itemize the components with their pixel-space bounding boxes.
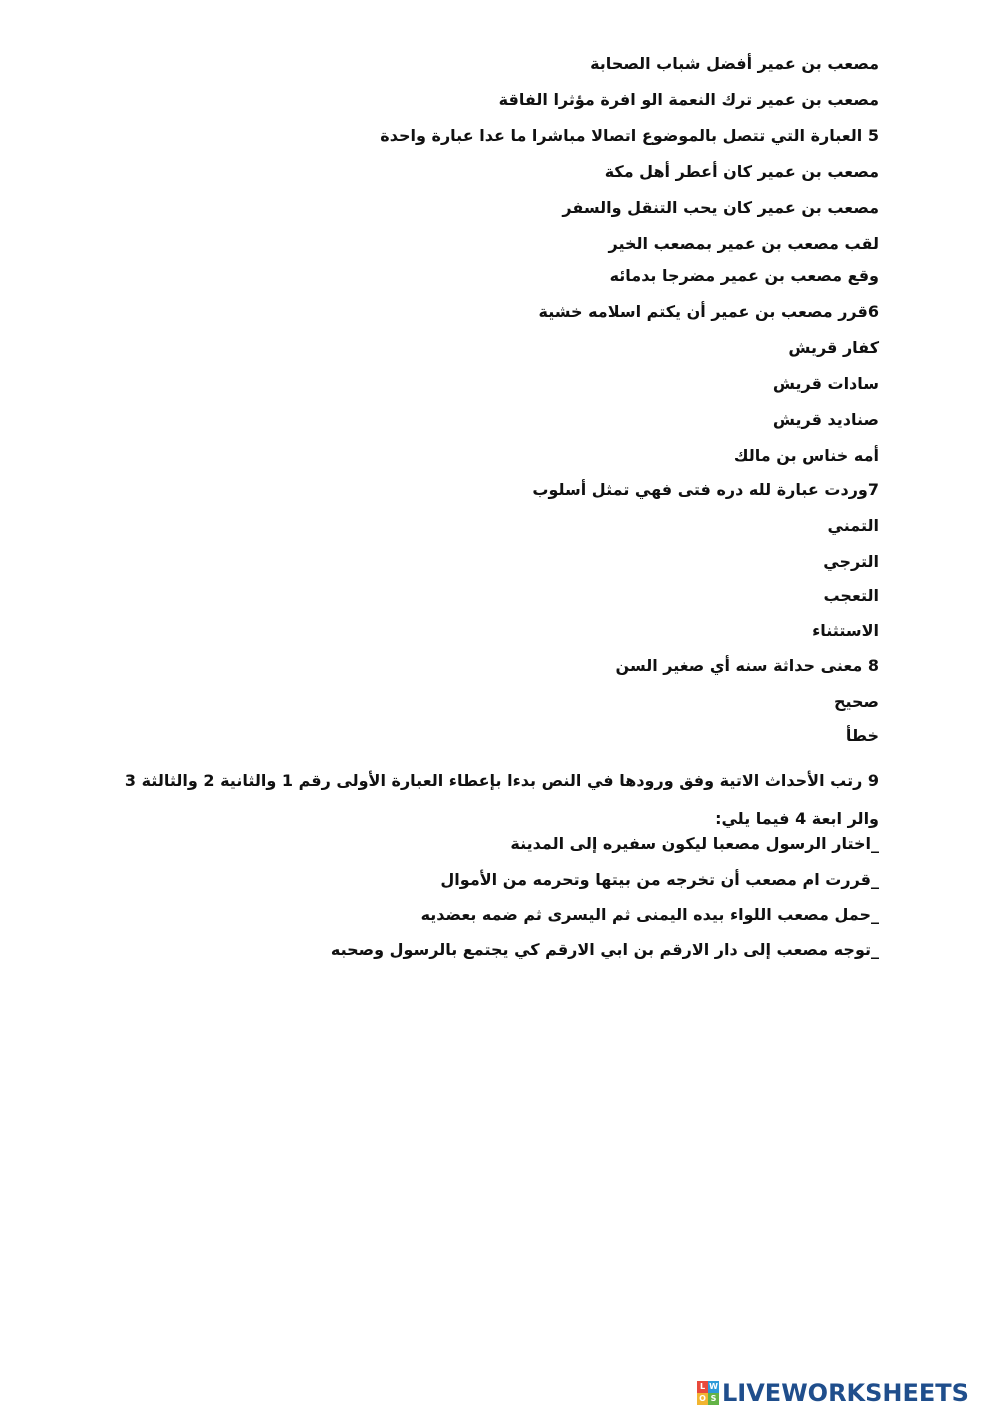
option-line: أمه خناس بن مالك [733, 446, 879, 465]
statement-line: مصعب بن عمير ترك النعمة الو افرة مؤثرا الفاقة [498, 90, 879, 109]
ordering-item: _قررت ام مصعب أن تخرجه من بيتها وتحرمه من الأموال [440, 870, 879, 889]
option-line: صناديد قريش [772, 410, 879, 429]
liveworksheets-logo-text: LIVEWORKSHEETS [722, 1379, 969, 1407]
liveworksheets-logo-mark: L W O S [697, 1381, 719, 1405]
question-5-title: 5 العبارة التي تتصل بالموضوع اتصالا مباشرا ما عدا عبارة واحدة [380, 126, 879, 145]
option-line: الاستثناء [812, 621, 879, 640]
option-line: سادات قريش [772, 374, 879, 393]
question-9-title: 9 رتب الأحداث الاتية وفق ورودها في النص بدءا بإعطاء العبارة الأولى رقم 1 والثانية 2 والثالثة 3 والر ابعة 4 فيما يلي: [124, 771, 879, 828]
ordering-item: _اختار الرسول مصعبا ليكون سفيره إلى المدينة [510, 834, 879, 853]
option-line: وقع مصعب بن عمير مضرجا بدمائه [609, 266, 879, 285]
option-line: كفار قريش [788, 338, 879, 357]
option-true: صحيح [833, 692, 879, 711]
question-8-title: 8 معنى حداثة سنه أي صغير السن [615, 656, 879, 675]
ordering-item: _توجه مصعب إلى دار الارقم بن ابي الارقم كي يجتمع بالرسول وصحبه [330, 940, 879, 959]
option-line: مصعب بن عمير كان يحب التنقل والسفر [562, 198, 879, 217]
option-line: لقب مصعب بن عمير بمصعب الخير [608, 234, 879, 253]
ordering-item: _حمل مصعب اللواء بيده اليمنى ثم اليسرى ثم ضمه بعضديه [420, 905, 879, 924]
liveworksheets-logo [697, 1378, 969, 1408]
statement-line: مصعب بن عمير أفضل شباب الصحابة [590, 54, 879, 73]
option-line: التمني [827, 516, 879, 535]
option-line: التعجب [823, 586, 879, 605]
option-false: خطأ [845, 726, 879, 745]
option-line: الترجي [823, 552, 879, 571]
option-line: مصعب بن عمير كان أعطر أهل مكة [604, 162, 879, 181]
question-7-title: 7وردت عبارة لله دره فتى فهي تمثل أسلوب [532, 480, 879, 499]
question-6-title: 6قرر مصعب بن عمير أن يكتم اسلامه خشية [538, 302, 879, 321]
